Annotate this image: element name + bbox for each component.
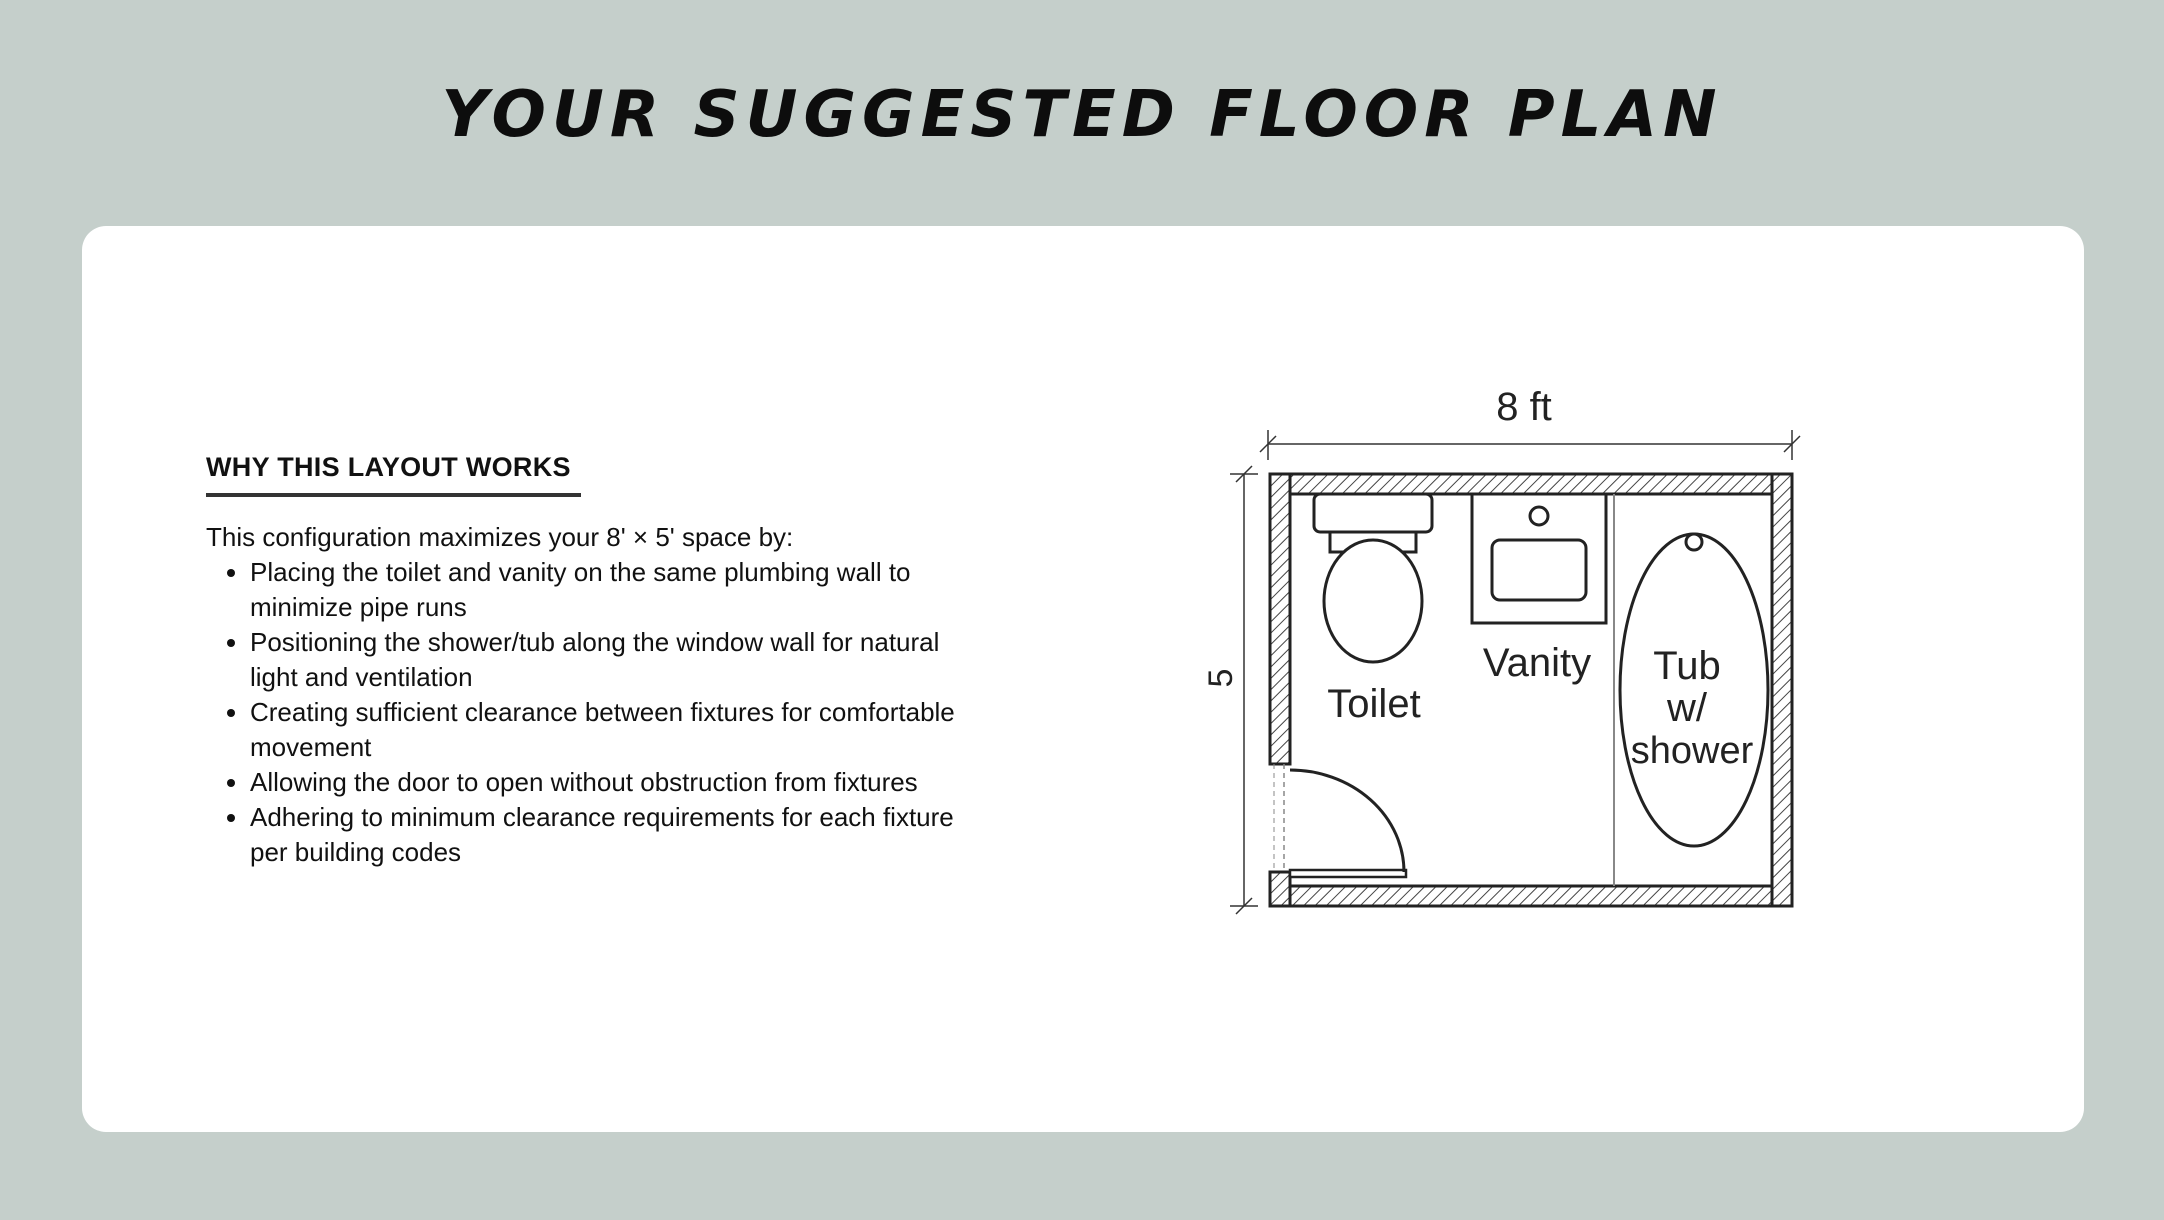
width-dimension (1260, 385, 1800, 460)
height-label: 5 (1202, 668, 1240, 688)
width-label: 8 ft (1496, 385, 1552, 429)
door (1274, 764, 1284, 872)
height-dimension (1202, 466, 1258, 914)
vanity-label: Vanity (1482, 641, 1592, 685)
toilet-label: Toilet (1327, 682, 1421, 726)
tub-label-line3: shower (1630, 730, 1754, 772)
list-item: • Adhering to minimum clearance requirements for each fixture per building codes (250, 800, 990, 870)
content-card (82, 226, 2084, 1132)
list-item: • Placing the toilet and vanity on the same plumbing wall to minimize pipe runs (250, 555, 990, 625)
list-item: • Positioning the shower/tub along the window wall for natural light and ventilation (250, 625, 990, 695)
tub-label-line1: Tub (1653, 644, 1721, 688)
list-item: • Allowing the door to open without obstruction from fixtures (250, 765, 990, 800)
tub-label-line2: w/ (1667, 686, 1707, 730)
section-heading: WHY THIS LAYOUT WORKS (206, 452, 581, 497)
door-leaf (1290, 870, 1406, 877)
door-swing-arc (1290, 770, 1404, 872)
page-title: YOUR SUGGESTED FLOOR PLAN (441, 78, 1723, 152)
intro-text: This configuration maximizes your 8' × 5' space by: (206, 522, 794, 552)
vanity (1472, 494, 1606, 623)
toilet (1314, 494, 1432, 662)
list-item: • Creating sufficient clearance between fixtures for comfortable movement (250, 695, 990, 765)
floor-plan-diagram (82, 226, 2084, 1132)
